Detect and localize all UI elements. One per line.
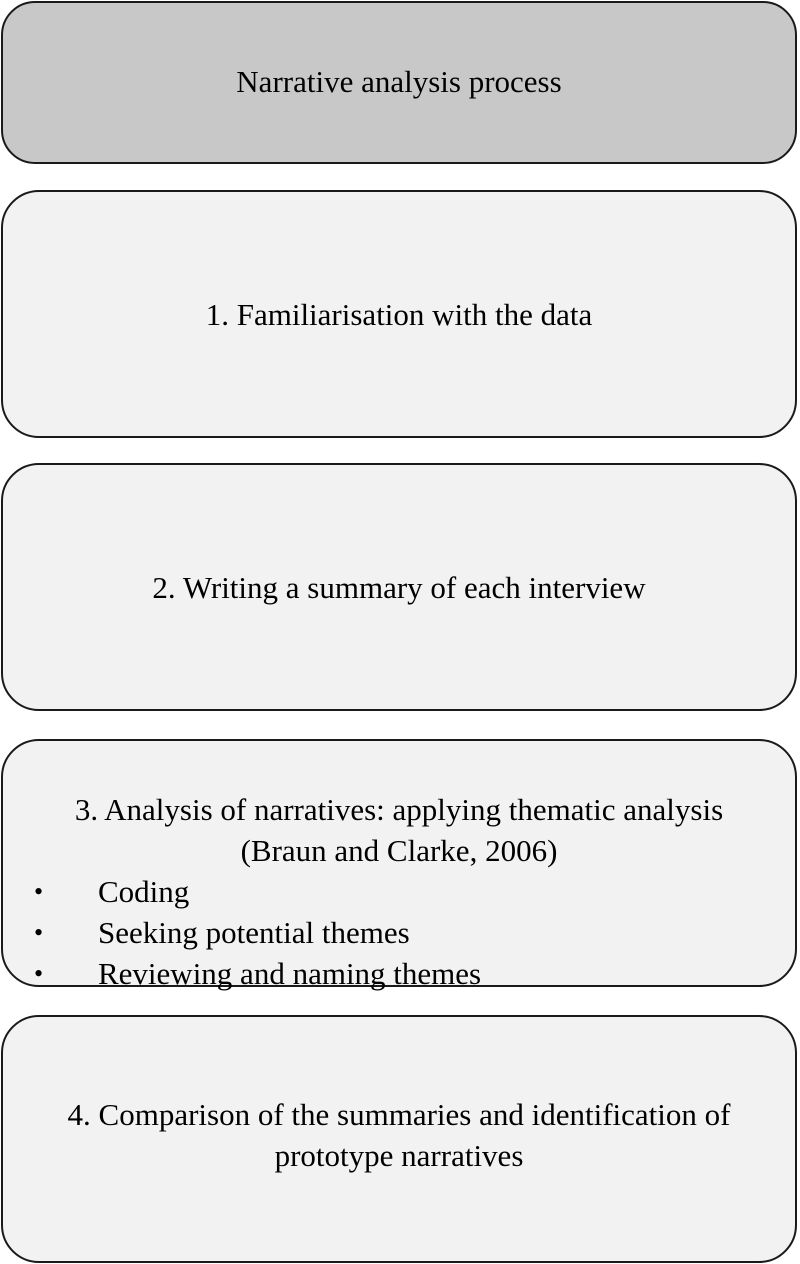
step-3-bullet-list: [3, 871, 795, 994]
step-3-label: [3, 789, 795, 871]
step-2-label: 2. Writing a summary of each interview: [152, 569, 646, 605]
bullet-text: Reviewing and naming themes: [98, 956, 482, 991]
step-3-label-line-1: 3. Analysis of narratives: applying thematic analysis: [74, 792, 724, 827]
step-4-label: 4. Comparison of the summaries and identification of prototype narratives: [67, 1097, 731, 1173]
bullet-icon: •: [34, 918, 44, 947]
diagram-title: Narrative analysis process: [236, 64, 562, 99]
step-2-box: [1, 463, 797, 711]
step-3-label-line-2: (Braun and Clarke, 2006): [240, 833, 558, 868]
step-4-box: [1, 1015, 797, 1263]
step-1-box: [1, 190, 797, 438]
bullet-text: Seeking potential themes: [98, 915, 410, 950]
bullet-item-reviewing-themes: [3, 953, 795, 994]
bullet-text: Coding: [98, 874, 190, 909]
bullet-icon: •: [34, 877, 44, 906]
step-3-box: [1, 739, 797, 991]
step-1-label: 1. Familiarisation with the data: [205, 296, 593, 332]
bullet-item-coding: [3, 871, 795, 912]
bullet-icon: •: [34, 959, 44, 988]
bullet-item-seeking-themes: [3, 912, 795, 953]
header-box: [1, 1, 797, 164]
